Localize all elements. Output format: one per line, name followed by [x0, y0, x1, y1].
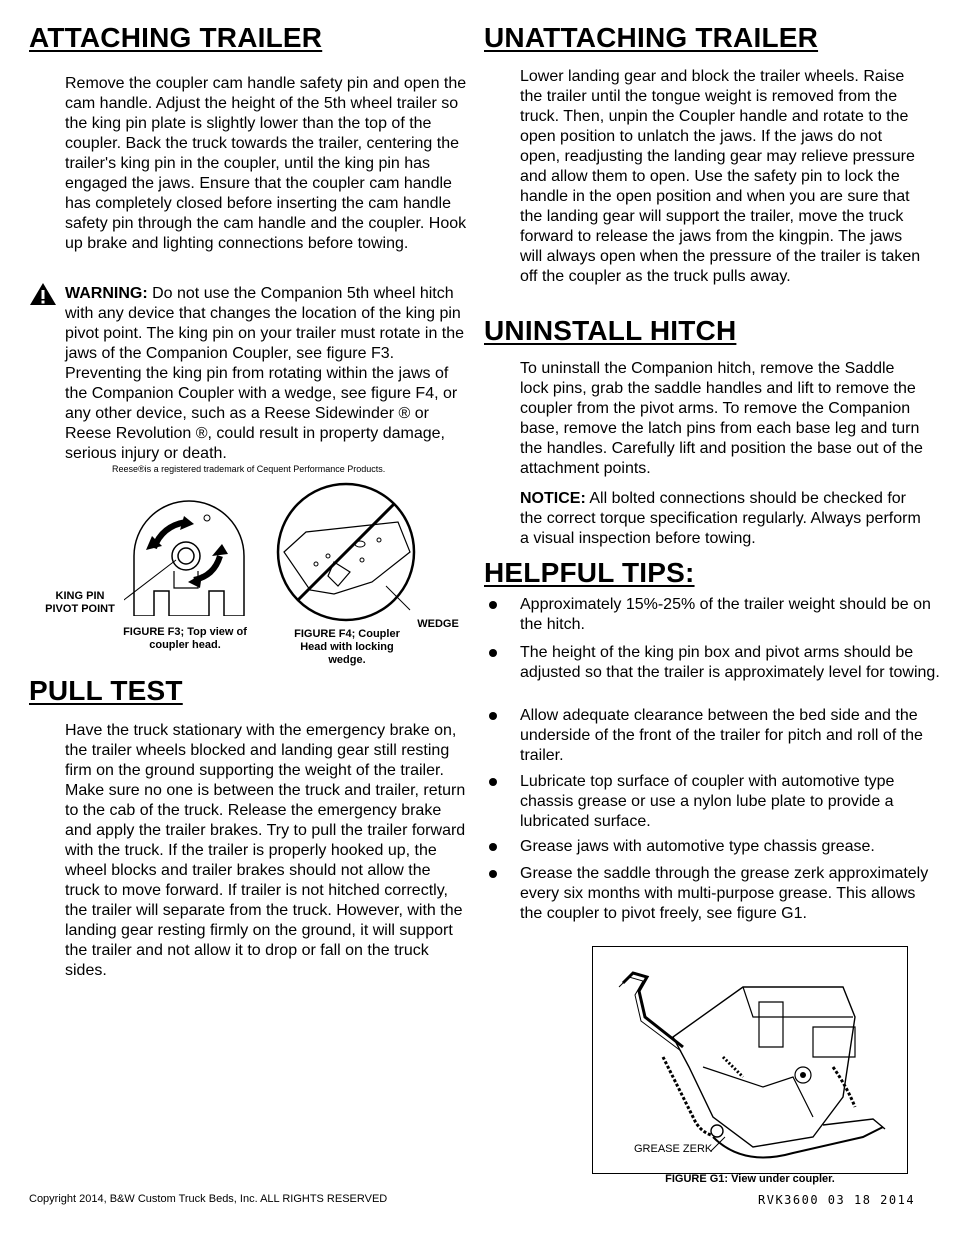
- bullet-dot-icon: [489, 601, 497, 609]
- tip-item: [484, 837, 940, 857]
- tip-item: [484, 772, 940, 832]
- bullet-dot-icon: [489, 649, 497, 657]
- helpful-tips-heading: HELPFUL TIPS:: [484, 557, 695, 588]
- figure-f4-coupler-wedge: [276, 482, 416, 622]
- grease-zerk-label: GREASE ZERK: [634, 1143, 713, 1155]
- bullet-dot-icon: [489, 712, 497, 720]
- tip-item: [484, 706, 940, 766]
- tip-item: [484, 595, 940, 635]
- trademark-note: Reese®is a registered trademark of Cequent Performance Products.: [112, 464, 386, 474]
- figure-f4-caption: FIGURE F4; Coupler Head with locking wedge.: [294, 628, 400, 666]
- notice-paragraph: [520, 489, 924, 549]
- tip-text: The height of the king pin box and pivot arms should be adjusted so that the trailer is approximately level for towing.: [520, 644, 940, 681]
- wedge-label: WEDGE: [417, 618, 459, 630]
- attaching-trailer-body: Remove the coupler cam handle safety pin and open the cam handle. Adjust the height of the 5th wheel trailer so the king pin plate is slightly lower than the top of the coupler. Back the truck towards the trailer, centering the trailer's king pin in the coupler, until the king pin has engaged the jaws. Ensure that the coupler cam handle has completely closed before inserting the cam handle safety pin through the cam handle and the coupler. Hook up brake and lighting connections before towing.: [65, 75, 467, 252]
- tip-text: Grease the saddle through the grease zerk approximately every six months with multi-purpose grease. This allows the coupler to pivot freely, see figure G1.: [520, 865, 929, 922]
- document-code: RVK3600 03 18 2014: [758, 1193, 916, 1207]
- notice-text: All bolted connections should be checked for the correct torque specification regularly. Always perform a visual inspection before towing.: [520, 490, 921, 547]
- tip-text: Approximately 15%-25% of the trailer weight should be on the hitch.: [520, 596, 931, 633]
- notice-label: NOTICE:: [520, 490, 586, 507]
- figure-f3-caption: FIGURE F3; Top view of coupler head.: [123, 626, 247, 651]
- unattaching-trailer-heading: UNATTACHING TRAILER: [484, 22, 819, 53]
- tip-item: [484, 864, 940, 924]
- uninstall-hitch-heading: UNINSTALL HITCH: [484, 315, 737, 346]
- figure-f3-coupler-top-view: [124, 496, 254, 616]
- figure-g1-caption: FIGURE G1: View under coupler.: [665, 1173, 835, 1185]
- pull-test-body: Have the truck stationary with the emergency brake on, the trailer wheels blocked and landing gear still resting firm on the ground supporting the weight of the trailer. Make sure no one is between the truck and trailer, return to the cab of the truck. Release the emergency brake and apply the trailer brakes. Try to pull the trailer forward with the truck. If the trailer is properly hooked up, the wheel blocks and trailer brakes should not allow the truck to move forward. If trailer is not hitched correctly, the trailer will separate from the truck. However, with the landing gear resting firmly on the ground, it will support the trailer and not allow it to drop or fall on the truck sides.: [65, 722, 466, 979]
- copyright-footer: Copyright 2014, B&W Custom Truck Beds, Inc. ALL RIGHTS RESERVED: [29, 1193, 388, 1205]
- tip-text: Lubricate top surface of coupler with automotive type chassis grease or use a nylon lube plate to provide a lubricated surface.: [520, 773, 895, 830]
- tip-text: Allow adequate clearance between the bed side and the underside of the front of the trailer for pitch and roll of the trailer.: [520, 707, 923, 764]
- warning-paragraph: [65, 284, 469, 464]
- bullet-dot-icon: [489, 870, 497, 878]
- warning-text: Do not use the Companion 5th wheel hitch with any device that changes the location of the king pin pivot point. The king pin on your trailer must rotate in the jaws of the Companion Coupler, see figure F3. Preventing the king pin from rotating within the jaws of the Companion Coupler with a wedge, see figure F4, or any other device, such as a Reese Sidewinder ® or Reese Revolution ®, could result in property damage, serious injury or death.: [65, 285, 465, 462]
- bullet-dot-icon: [489, 778, 497, 786]
- tip-text: Grease jaws with automotive type chassis grease.: [520, 838, 875, 855]
- king-pin-pivot-label: KING PIN PIVOT POINT: [45, 590, 115, 615]
- pull-test-heading: PULL TEST: [29, 675, 183, 706]
- tip-item: [484, 643, 940, 683]
- uninstall-hitch-body: To uninstall the Companion hitch, remove the Saddle lock pins, grab the saddle handles and lift to remove the coupler from the pivot arms. To remove the Companion base, remove the latch pins from each base leg and turn the handles. Carefully lift and position the base out of the attachment points.: [520, 360, 923, 477]
- warning-triangle-icon: [29, 282, 57, 306]
- warning-label: WARNING:: [65, 285, 148, 302]
- figure-g1-box: [592, 946, 908, 1174]
- figure-g1-under-coupler-drawing: [593, 947, 907, 1173]
- unattaching-trailer-body: Lower landing gear and block the trailer wheels. Raise the trailer until the tongue weight is removed from the truck. Then, unpin the Coupler handle and rotate to the open position to unlatch the jaws. If the jaws do not open, readjusting the landing gear may relieve pressure and allow them to open. Use the safety pin to lock the handle in the open position and when you are sure that the landing gear will support the trailer, move the truck forward to release the jaws from the kingpin. The jaws will always open when the pressure of the trailer is taken off the coupler as the truck pulls away.: [520, 68, 921, 285]
- bullet-dot-icon: [489, 843, 497, 851]
- attaching-trailer-heading: ATTACHING TRAILER: [29, 22, 323, 53]
